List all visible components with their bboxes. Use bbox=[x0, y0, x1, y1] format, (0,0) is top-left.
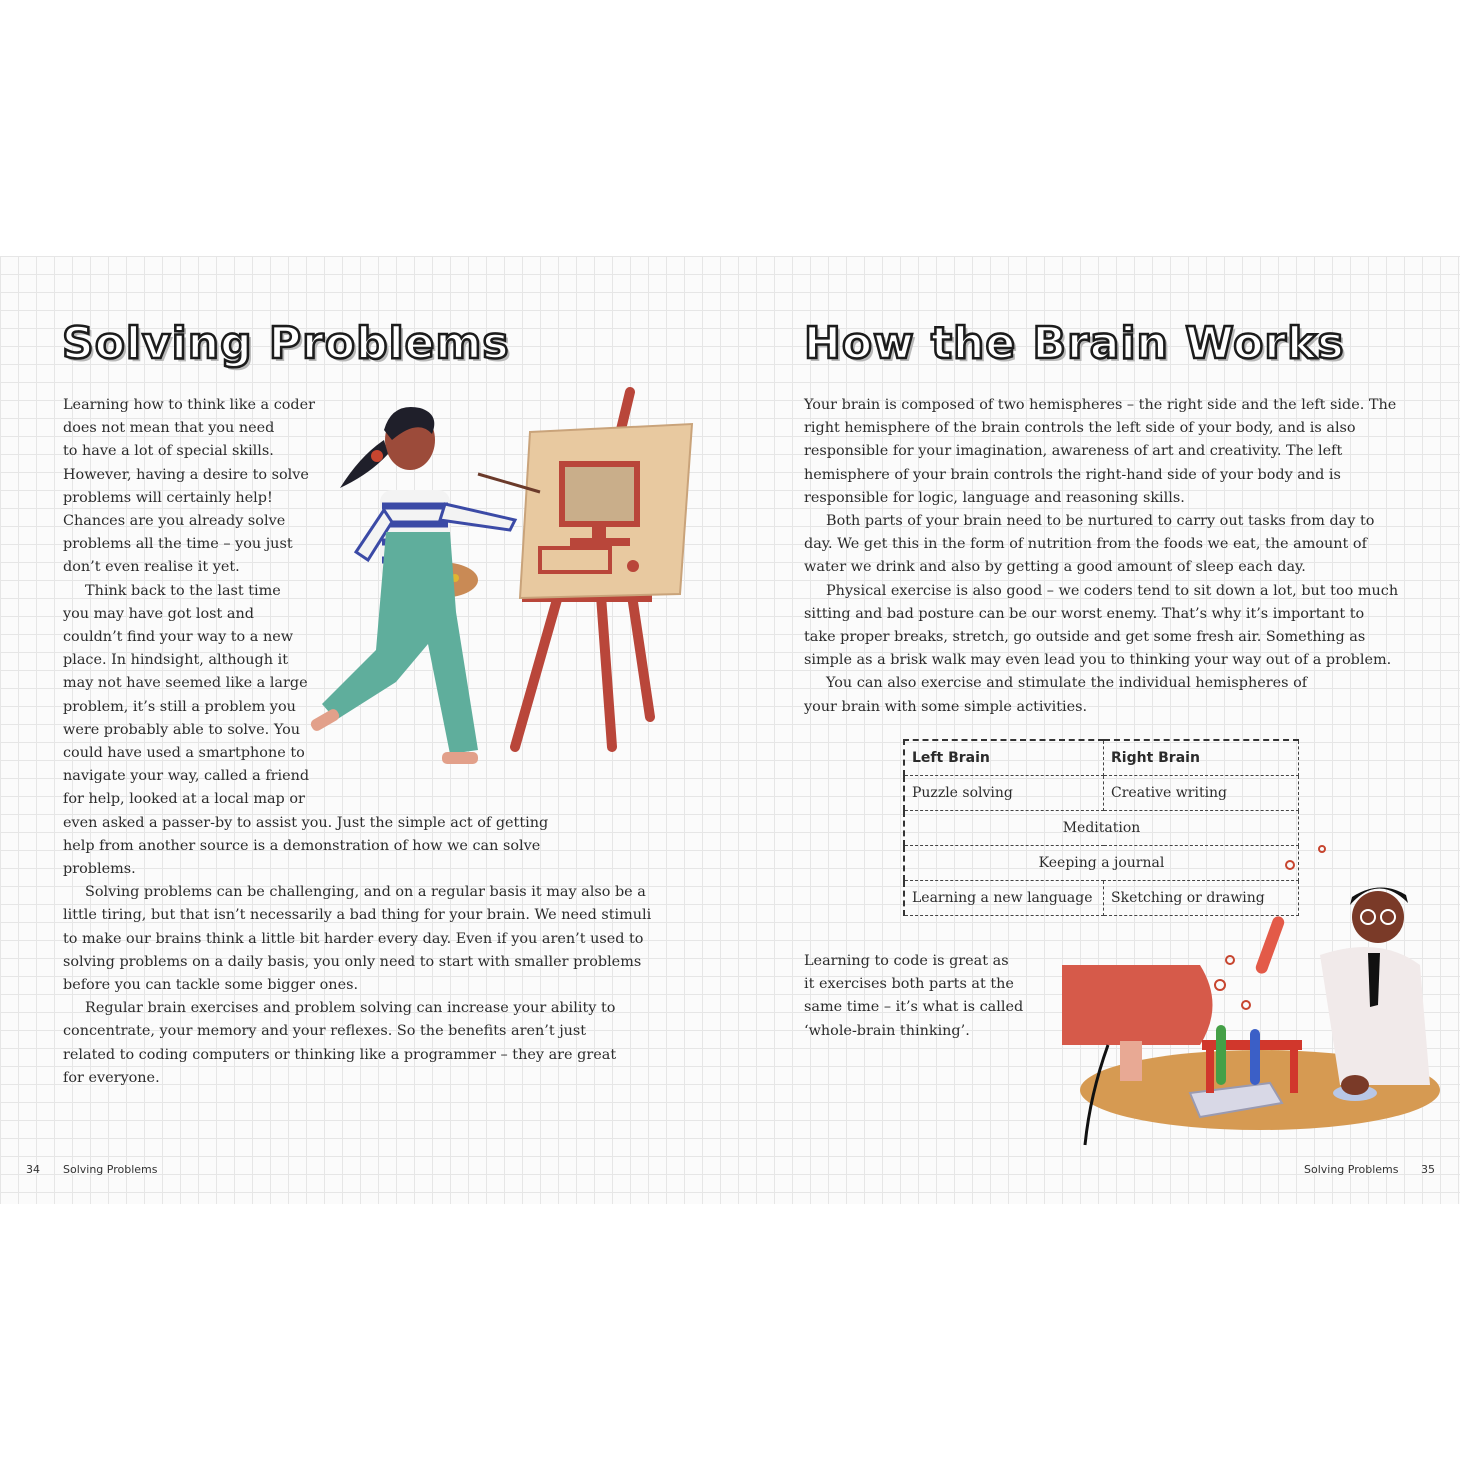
right-page-body bbox=[804, 394, 1400, 719]
right-running-head: Solving Problems bbox=[1304, 1163, 1399, 1176]
text-line: you may have got lost and bbox=[63, 605, 254, 622]
table-cell: Sketching or drawing bbox=[1104, 881, 1299, 916]
text-line: ‘whole-brain thinking’. bbox=[804, 1022, 970, 1039]
text-line: Chances are you already solve bbox=[63, 513, 286, 530]
paragraph-3: Solving problems can be challenging, and on a regular basis it may also be a little tiring, but that isn’t necessarily a bad thing for your brain. We need stimuli to make our brains think a little bit harder every day. Even if you aren’t used to solving problems on a daily basis, you only need to start with smaller problems before you can tackle some bigger ones. bbox=[63, 884, 652, 994]
text-line: couldn’t find your way to a new bbox=[63, 629, 294, 646]
table-cell: Learning a new language bbox=[904, 881, 1104, 916]
text-line: don’t even realise it yet. bbox=[63, 559, 240, 576]
text-line: However, having a desire to solve bbox=[63, 466, 309, 483]
left-running-head: Solving Problems bbox=[63, 1163, 158, 1176]
painter-illustration bbox=[300, 382, 700, 782]
text-line: to have a lot of special skills. bbox=[63, 443, 274, 460]
text-line: could have used a smartphone to bbox=[63, 745, 305, 762]
text-line: Think back to the last time bbox=[85, 582, 281, 599]
text-line: Learning how to think like a coder bbox=[63, 397, 316, 413]
paragraph-1: Your brain is composed of two hemispheres – the right side and the left side. The right hemisphere of the brain controls the left side of your body, and is also responsible for your imagination, awareness of art and creativity. The left hemisphere of your brain controls the right-hand side of your body and is responsible for logic, language and reasoning skills. bbox=[804, 397, 1397, 506]
table-cell: Keeping a journal bbox=[904, 846, 1299, 881]
text-line: does not mean that you need bbox=[63, 420, 275, 437]
table-cell: Puzzle solving bbox=[904, 776, 1104, 811]
paragraph-2: Both parts of your brain need to be nurtured to carry out tasks from day to day. We get this in the form of nutrition from the foods we eat, the amount of water we drink and also by getting a good amount of sleep each day. bbox=[804, 513, 1375, 576]
paragraph-4: Regular brain exercises and problem solving can increase your ability to concentrate, your memory and your reflexes. So the benefits aren’t just related to coding computers or thinking like a programmer – they are great for everyone. bbox=[63, 1000, 617, 1086]
text-line: may not have seemed like a large bbox=[63, 675, 308, 692]
table-row bbox=[904, 776, 1299, 811]
text-line: Learning to code is great as bbox=[804, 953, 1009, 969]
table-cell: Creative writing bbox=[1104, 776, 1299, 811]
left-page-heading: Solving Problems bbox=[62, 318, 510, 369]
right-brain-header: Right Brain bbox=[1104, 740, 1299, 776]
left-brain-header: Left Brain bbox=[904, 740, 1104, 776]
table-cell: Meditation bbox=[904, 811, 1299, 846]
text-line: place. In hindsight, although it bbox=[63, 652, 289, 669]
text-line: same time – it’s what is called bbox=[804, 999, 1024, 1016]
left-page-number: 34 bbox=[26, 1163, 40, 1176]
text-line: problems all the time – you just bbox=[63, 536, 293, 553]
right-page-heading: How the Brain Works bbox=[804, 318, 1345, 369]
right-page-number: 35 bbox=[1421, 1163, 1435, 1176]
text-line: were probably able to solve. You bbox=[63, 721, 301, 738]
scientist-illustration bbox=[1050, 835, 1445, 1155]
paragraph-2-tail: even asked a passer-by to assist you. Just the simple act of getting help from another source is a demonstration of how we can solve problems. bbox=[63, 814, 549, 878]
text-line: it exercises both parts at the bbox=[804, 976, 1014, 993]
text-line: navigate your way, called a friend bbox=[63, 768, 310, 785]
text-line: problem, it’s still a problem you bbox=[63, 698, 296, 715]
paragraph-3: Physical exercise is also good – we coders tend to sit down a lot, but too much sitting and bad posture can be our worst enemy. That’s why it’s important to take proper breaks, stretch, go outside and get some fresh air. Something as simple as a brisk walk may even lead you to thinking your way out of a problem. bbox=[804, 582, 1399, 669]
closing-text bbox=[804, 950, 1044, 1043]
paragraph-4: You can also exercise and stimulate the individual hemispheres of your brain with some simple activities. bbox=[804, 675, 1308, 715]
table-header-row bbox=[904, 740, 1299, 776]
text-line: for help, looked at a local map or bbox=[63, 791, 305, 808]
text-line: problems will certainly help! bbox=[63, 489, 273, 506]
